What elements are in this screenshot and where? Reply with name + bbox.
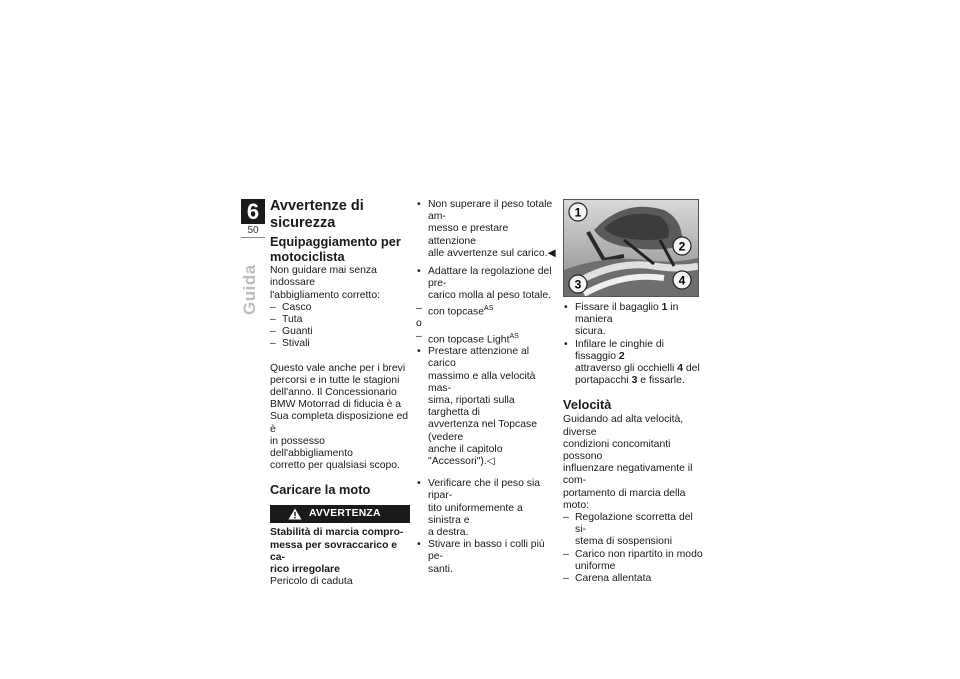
end-marker-icon: ◁ [486,456,495,467]
list-item: – Tuta [270,314,410,326]
column-1 [270,198,410,588]
text-run: attraverso gli occhielli [575,363,678,375]
text-line: uniforme [575,560,616,572]
text-line: • Prestare attenzione al carico [428,346,530,370]
para-line: influenzare negativamente il com- [563,463,693,487]
text-line: messo e prestare attenzione [428,223,509,247]
callout-2: 2 [678,239,686,254]
list-item [563,302,703,339]
text-line: anche il capitolo "Accessori"). [428,443,503,467]
page-title: Avvertenze di sicurezza [270,198,364,231]
para-line: condizioni concomitanti possono [563,438,671,463]
option-text: con topcase [428,306,485,318]
option-text: con topcase Light [428,333,510,345]
text-run: portapacchi [575,375,632,387]
text-line: – Carico non ripartito in modo [575,548,703,560]
warning-title-line: messa per sovraccarico e ca- [270,539,398,563]
warning-title-line: Stabilità di marcia compro- [270,527,404,539]
intro-line: l'abbigliamento corretto: [270,289,380,301]
para-line: Sua completa disposizione ed è [270,411,409,435]
para-line: in possesso dell'abbigliamento [270,435,353,460]
text-line: sicura. [575,326,606,338]
warning-label: AVVERTENZA [309,508,381,520]
section-label-text: Guida [240,264,259,315]
text-line: carico molla al peso totale. [428,290,552,302]
text-line: alle avvertenze sul carico. [428,247,548,259]
option-item [416,331,556,347]
text-line: santi. [428,563,453,575]
option-item [416,303,556,319]
text-line: stema di sospensioni [575,536,673,548]
text-line: • Non superare il peso totale am- [428,199,553,223]
list-item [416,266,556,303]
text-line: avvertenza nel Topcase (vedere [428,419,537,443]
text-run: e fissarle. [637,375,685,387]
subtitle-line-2: motociclista [270,248,345,264]
intro-line: Non guidare mai senza indossare [270,265,377,289]
text-line: • Adattare la regolazione del pre- [428,266,552,290]
callout-ref: 4 [677,363,683,375]
page-number-divider [241,237,265,238]
para-line: Questo vale anche per i brevi [270,362,406,374]
warning-banner [270,505,410,523]
end-marker-icon: ◀ [547,247,556,259]
list-item: – Guanti [270,326,410,338]
text-run: del [683,363,700,375]
luggage-photo [563,199,699,297]
text-line: • Stivare in basso i colli più pe- [428,539,545,563]
list-item [563,339,703,388]
para-line: corretto per qualsiasi scopo. [270,460,400,472]
section-heading: Velocità [563,397,612,413]
warning-triangle-icon [288,508,302,520]
advice-paragraph [270,363,410,473]
column-3 [563,302,703,585]
para-line: dell'anno. Il Concessionario [270,387,397,399]
chapter-number: 6 [241,199,265,224]
list-item [563,512,703,549]
list-item: – Stivali [270,338,410,350]
para-line: BMW Motorrad di fiducia è a [270,399,402,411]
text-run: Infilare le cinghie di fissaggio [575,338,664,362]
text-line: – Regolazione scorretta del si- [575,512,693,536]
option-marker: AS [484,304,494,312]
warning-text: Pericolo di caduta [270,576,353,588]
option-marker: AS [509,332,519,340]
list-item [416,539,556,576]
list-item: – Casco [270,302,410,314]
callout-ref: 1 [661,302,668,313]
text-run: in maniera [575,302,679,326]
text-line: • Verificare che il peso sia ripar- [428,478,541,502]
subtitle-line-1: Equipaggiamento per [270,234,401,249]
para-line: percorsi e in tutte le stagioni [270,374,400,386]
para-line: portamento di marcia della moto: [563,487,686,511]
page-number: 50 [247,225,259,236]
callout-ref: 3 [631,375,638,387]
list-item [416,199,556,260]
text-line: sima, riportati sulla targhetta di [428,394,515,419]
para-line: Guidando ad alta velocità, diverse [563,414,684,438]
list-item: – Carena allentata [563,573,703,585]
text-line: tito uniformemente a sinistra e [428,502,523,526]
column-2 [416,199,556,576]
speed-paragraph [563,414,703,512]
list-item [563,549,703,573]
text-line: massimo e alla velocità mas- [428,370,536,394]
list-item [416,478,556,539]
callout-1: 1 [574,205,582,220]
luggage-illustration [564,200,698,296]
or-text: o [416,318,422,330]
callout-3: 3 [574,277,582,292]
text-line: a destra. [428,527,469,539]
callout-4: 4 [678,273,686,288]
section-side-label [234,255,274,315]
list-item [416,346,556,468]
callout-ref: 2 [618,350,625,362]
warning-title-line: rico irregolare [270,564,340,576]
section-heading: Caricare la moto [270,482,371,498]
text-run: Fissare il bagaglio [575,302,662,313]
